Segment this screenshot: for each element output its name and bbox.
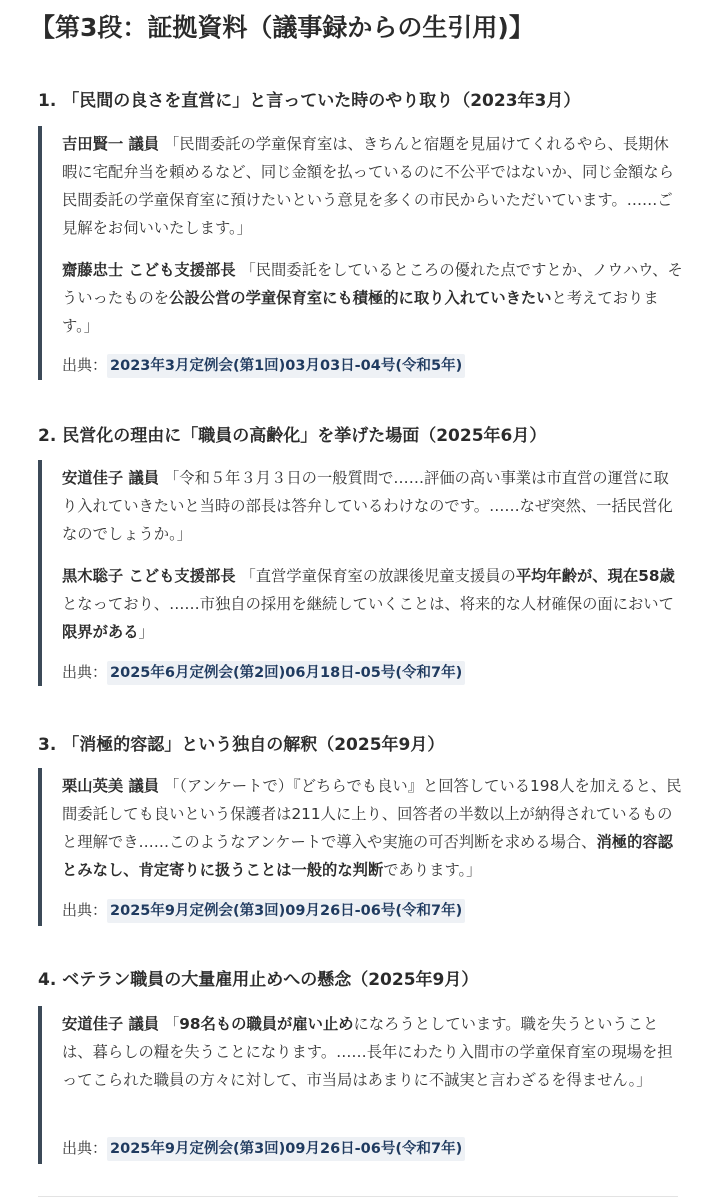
quote-block [38,460,678,686]
quote-block [38,126,683,380]
speaker-name: 黒木聡子 こども支援部長 [62,567,236,585]
quote-paragraph [62,256,684,340]
speaker-name: 安道佳子 議員 [62,1015,160,1033]
quote-paragraph [62,562,684,646]
quote-paragraph [62,772,684,884]
emphasized-text: 限界がある [62,623,139,641]
quote-text: 「 [159,1015,180,1033]
section-heading: 1. 「民間の良さを直営に」と言っていた時のやり取り（2023年3月） [38,91,581,111]
source-label: 出典： [62,901,108,919]
source-reference: 2023年3月定例会(第1回)03月03日-04号(令和5年) [107,354,465,378]
quote-text: 「民間委託の学童保育室は、きちんと宿題を見届けてくれるやら、長期休暇に宅配弁当を頼めるなど、同じ金額を払っているのに不公平ではないか、同じ金額なら民間委託の学童保育室に預けたいという意見を多くの市民からいただいています。……ご見解をお伺いいたします。」 [62,135,674,237]
emphasized-text: 98名もの職員が雇い止め [179,1015,354,1033]
divider [38,1196,678,1197]
emphasized-text: 消極的容認とみなし、肯定寄りに扱うことは一般的な判断 [62,833,673,879]
quote-paragraph [62,464,684,548]
quote-text: 「令和５年３月３日の一般質問で……評価の高い事業は市直営の運営に取り入れていきたいと当時の部長は答弁しているわけなのです。……なぜ突然、一括民営化なのでしょうか。」 [62,469,673,543]
quote-text: と考えております。」 [62,289,659,335]
page-title: 【第3段：証拠資料（議事録からの生引用)】 [30,13,534,42]
speaker-name: 吉田賢一 議員 [62,135,160,153]
source-reference: 2025年9月定例会(第3回)09月26日-06号(令和7年) [107,1137,465,1161]
source-citation [62,898,465,923]
quote-text: となっており、……市独自の採用を継続していくことは、将来的な人材確保の面において [62,595,674,613]
source-label: 出典： [62,663,108,681]
emphasized-text: 平均年齢が、現在58歳 [515,567,675,585]
source-reference: 2025年9月定例会(第3回)09月26日-06号(令和7年) [107,899,465,923]
quote-text: 「直営学童保育室の放課後児童支援員の [235,567,516,585]
section-heading: 3. 「消極的容認」という独自の解釈（2025年9月） [38,735,445,755]
quote-text: になろうとしています。職を失うということは、暮らしの糧を失うことになります。……長年にわたり入間市の学童保育室の現場を担ってこられた職員の方々に対して、市当局はあまりに不誠実と言わざるを得ません。」 [62,1015,673,1089]
quote-paragraph [62,1010,684,1094]
source-label: 出典： [62,356,108,374]
quote-block [38,1006,678,1164]
section-heading: 4. ベテラン職員の大量雇用止めへの懸念（2025年9月） [38,970,479,990]
quote-text: であります。」 [383,861,482,879]
source-reference: 2025年6月定例会(第2回)06月18日-05号(令和7年) [107,661,465,685]
speaker-name: 栗山英美 議員 [62,777,160,795]
speaker-name: 齋藤忠士 こども支援部長 [62,261,236,279]
emphasized-text: 公設公営の学童保育室にも積極的に取り入れていきたい [169,289,552,307]
quote-text: 「民間委託をしているところの優れた点ですとか、ノウハウ、そういったものを [62,261,683,307]
speaker-name: 安道佳子 議員 [62,469,160,487]
source-citation [62,1136,465,1161]
section-heading: 2. 民営化の理由に「職員の高齢化」を挙げた場面（2025年6月） [38,426,547,446]
quote-paragraph [62,130,684,242]
source-label: 出典： [62,1139,108,1157]
source-citation [62,353,465,378]
quote-block [38,768,682,926]
quote-text: 」 [138,623,154,641]
source-citation [62,660,465,685]
quote-text: 「（アンケートで）『どちらでも良い』と回答している198人を加えると、民間委託しても良いという保護者は211人に上り、回答者の半数以上が納得されているものと理解でき……このようなアンケートで導入や実施の可否判断を求める場合、 [62,777,682,851]
